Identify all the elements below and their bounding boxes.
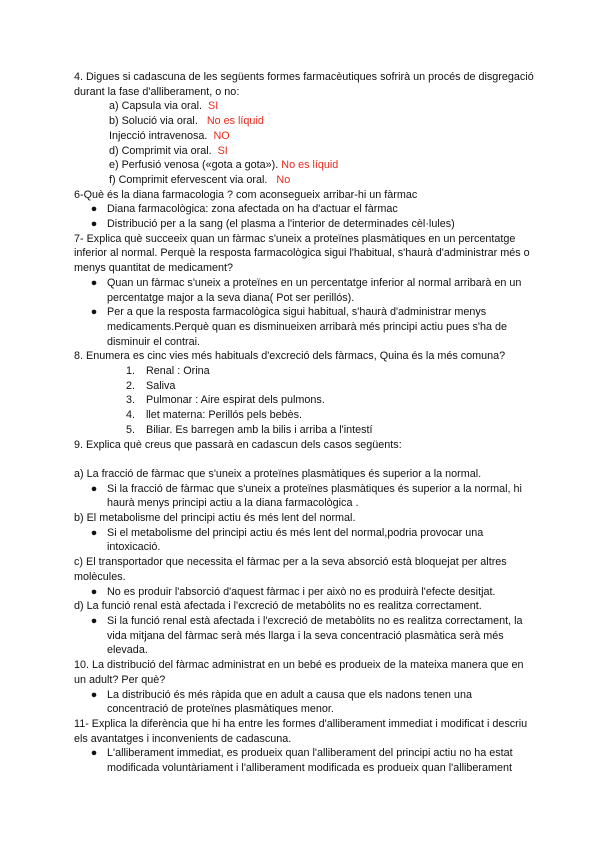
- q4-answer-e: No es líquid: [281, 159, 339, 172]
- bullet-icon: ●: [90, 526, 98, 539]
- list-item: ● No es produir l'absorció d'aquest fàrmac i per això no es produirà l'efecte desitjat.: [74, 585, 534, 600]
- question-11: 11- Explica la diferència que hi ha entre les formes d'alliberament immediat i modificat i descriu els avantatges i inconvenients de cadascuna.: [74, 717, 528, 745]
- list-item: ● Per a que la resposta farmacològica sigui habitual, s'haurà d'administrar menys medicaments.Perquè quan es disminueixen arribarà més principi actiu pues s'ha de disminuir el contrai.: [74, 305, 534, 349]
- bullet-icon: ●: [90, 688, 98, 701]
- q4-answer-f: No: [276, 173, 291, 186]
- q9-case-b: b) El metabolisme del principi actiu és més lent del normal.: [74, 512, 356, 525]
- document-content: [74, 70, 534, 776]
- question-10: 10. La distribució del fàrmac administrat en un bebé es produeix de la mateixa manera que en un adult? Per què?: [74, 659, 524, 686]
- q4-answer-d: SI: [217, 144, 228, 157]
- list-item: ● Si la fracció de fàrmac que s'uneix a proteïnes plasmàtiques és superior a la normal, hi haurà menys principi actiu a la diana farmacològica .: [74, 482, 534, 511]
- list-item: 2. Saliva: [126, 379, 176, 392]
- q4-option-e: e) Perfusió venosa («gota a gota»). No es líquid: [109, 159, 339, 172]
- q4-option-f: f) Comprimit efervescent via oral. No: [109, 173, 291, 186]
- question-6: 6-Què és la diana farmacologia ? com aconsegueix arribar-hi un fàrmac: [74, 188, 418, 201]
- blank-line: [74, 452, 534, 467]
- bullet-icon: ●: [90, 203, 98, 216]
- list-item: 4. llet materna: Perillós pels bebès.: [126, 409, 303, 422]
- question-7: 7- Explica què succeeix quan un fàrmac s'uneix a proteïnes plasmàtiques en un percentatge inferior al normal. Perquè la resposta farmacològica sigui l'habitual, s'haurà d'administrar més o menys quantitat de medicament?: [74, 232, 530, 275]
- list-item: 5. Biliar. Es barregen amb la bilis i arriba a l'intestí: [126, 423, 373, 436]
- list-item: 1. Renal : Orina: [126, 365, 210, 378]
- q9-case-a: a) La fracció de fàrmac que s'uneix a proteïnes plasmàtiques és superior a la normal.: [74, 467, 482, 480]
- list-item: ● L'alliberament immediat, es produeix quan l'alliberament del principi actiu no ha estat modificada voluntàriament i l'alliberament modificada es produeix quan l'alliberament: [74, 746, 534, 775]
- list-item: ● Distribució per a la sang (el plasma a l'interior de determinades cèl·lules): [74, 217, 534, 232]
- q4-option-b: b) Solució via oral. No es líquid: [109, 115, 264, 128]
- list-item: ● Diana farmacològica: zona afectada on ha d'actuar el fàrmac: [74, 202, 534, 217]
- list-item: ● Si el metabolisme del principi actiu és més lent del normal,podria provocar una intoxicació.: [74, 526, 534, 555]
- bullet-icon: ●: [90, 218, 98, 231]
- question-8: 8. Enumera es cinc vies més habituals d'excreció dels fàrmacs, Quina és la més comuna?: [74, 350, 506, 363]
- q4-option-a: a) Capsula via oral. SI: [109, 100, 219, 113]
- q4-answer-c: NO: [213, 129, 230, 142]
- q4-option-c: Injecció intravenosa. NO: [109, 129, 230, 142]
- q4-answer-a: SI: [208, 100, 219, 113]
- list-item: ● Si la funció renal està afectada i l'excreció de metabòlits no es realitza correctament, la vida mitjana del fàrmac serà més llarga i la seva concentració plasmàtica serà més elevada.: [74, 614, 534, 658]
- bullet-icon: ●: [90, 482, 98, 495]
- q9-case-d: d) La funció renal està afectada i l'excreció de metabòlits no es realitza correctament.: [74, 600, 482, 613]
- q9-case-c: c) El transportador que necessita el fàrmac per a la seva absorció està bloquejat per altres molècules.: [74, 556, 507, 583]
- list-item: 3. Pulmonar : Aire espirat dels pulmons.: [126, 394, 325, 407]
- bullet-icon: ●: [90, 747, 98, 760]
- question-4: 4. Digues si cadascuna de les següents formes farmacèutiques sofrirà un procés de disgregació durant la fase d'alliberament, o no:: [74, 71, 534, 98]
- q4-option-d: d) Comprimit via oral. SI: [109, 144, 228, 157]
- bullet-icon: ●: [90, 306, 98, 319]
- list-item: ● La distribució és més ràpida que en adult a causa que els nadons tenen una concentració de proteïnes plasmàtiques menor.: [74, 688, 534, 717]
- bullet-icon: ●: [90, 276, 98, 289]
- q4-answer-b: No es líquid: [206, 115, 264, 128]
- list-item: ● Quan un fàrmac s'uneix a proteïnes en un percentatge inferior al normal arribarà en un percentatge major a la seva diana( Pot ser perillós).: [74, 276, 534, 305]
- bullet-icon: ●: [90, 615, 98, 627]
- question-9: 9. Explica què creus que passarà en cadascun dels casos següents:: [74, 438, 402, 451]
- bullet-icon: ●: [90, 585, 98, 598]
